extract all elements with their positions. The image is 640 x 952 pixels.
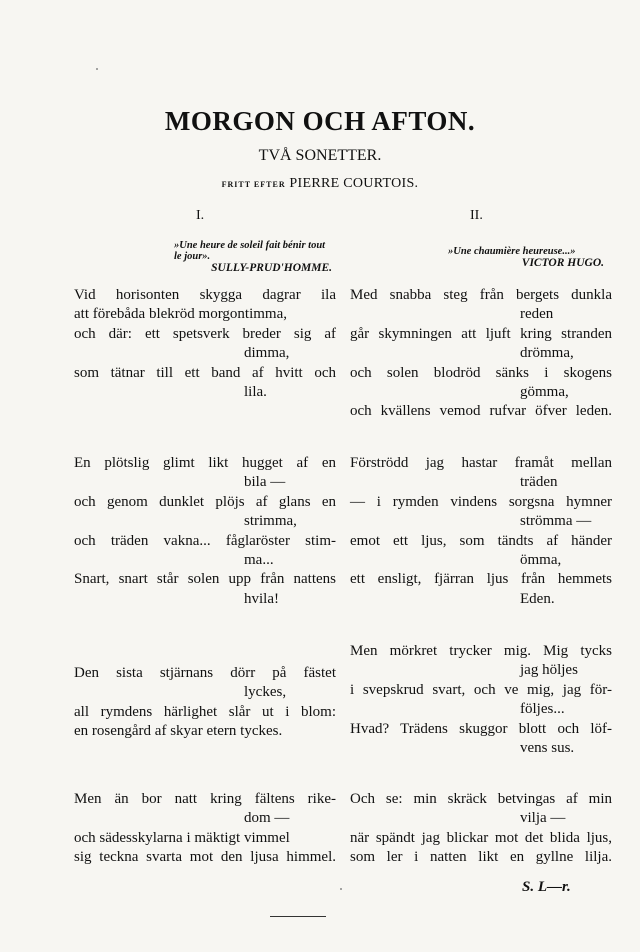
verse-continuation: lila. [244,384,267,401]
verse-continuation: Eden. [520,590,555,607]
verse-line: Med snabba steg från bergets dunkla [350,287,612,303]
verse-continuation: dom — [244,810,290,827]
verse-continuation: gömma, [520,384,569,401]
verse-continuation: följes... [520,701,565,718]
poem-title: MORGON OCH AFTON. [164,106,476,136]
verse-continuation: ömma, [520,552,562,569]
sonnet1-stanza-2 [74,454,336,609]
verse-line: Vid horisonten skygga dagrar ila [74,287,336,303]
sonnet2-stanza-2 [350,454,612,609]
paper-speck [96,68,98,70]
verse-line: Den sista stjärnans dörr på fästet [74,665,336,681]
verse-line: all rymdens härlighet slår ut i blom: [74,703,336,720]
sonnet2-stanza-4 [350,790,612,868]
sonnet1-stanza-4 [74,790,336,868]
verse-line: och där: ett spetsverk breder sig af [74,325,336,342]
verse-continuation: ma... [244,552,274,569]
sonnet2-stanza-3 [350,642,612,758]
verse-line: Snart, snart står solen upp från nattens [74,571,336,588]
verse-line: sig teckna svarta mot den ljusa himmel. [74,849,336,866]
verse-line: när spändt jag blickar mot det blida ljus, [350,829,612,846]
verse-continuation: strimma, [244,513,297,530]
verse-line: Och se: min skräck betvingas af min [350,791,612,807]
sonnet1-epigraph [174,240,332,274]
credit-prefix: FRITT EFTER [221,180,286,189]
verse-line: ett ensligt, fjärran ljus från hemmets [350,571,612,588]
verse-continuation: hvila! [244,590,279,607]
verse-line: att förebåda blekröd morgontimma, [74,306,287,323]
verse-continuation: dimma, [244,345,290,362]
verse-line: Men mörkret trycker mig. Mig tycks [350,643,612,659]
verse-continuation: vilja — [520,810,566,827]
sonnet2-numeral: II. [470,208,483,223]
verse-line: Hvad? Trädens skuggor blott och löf- [350,720,612,737]
verse-continuation: strömma — [520,513,592,530]
verse-line: — i rymden vindens sorgsna hymner [350,493,612,510]
poem-subtitle: TVÅ SONETTER. [258,147,382,164]
verse-line: som ler i natten likt en gyllne lilja. [350,849,612,866]
verse-line: En plötslig glimt likt hugget af en [74,455,336,471]
verse-line: och genom dunklet plöjs af glans en [74,493,336,510]
verse-line: och träden vakna... fåglaröster stim- [74,532,336,549]
verse-line: och solen blodröd sänks i skogens [350,364,612,381]
sonnet2-stanza-1 [350,286,612,422]
verse-line: Förströdd jag hastar framåt mellan [350,455,612,471]
sonnet1-stanza-1 [74,286,336,402]
sonnet1-epigraph-text: »Une heure de soleil fait bénir tout le jour». [174,240,326,262]
verse-line: emot ett ljus, som tändts af händer [350,532,612,549]
paper-speck [340,888,342,890]
verse-continuation: reden [520,306,554,323]
verse-line: och sädesskylarna i mäktigt vimmel [74,829,290,846]
sonnet2-epigraph [448,246,604,269]
verse-continuation: jag höljes [520,662,578,679]
verse-line: som tätnar till ett band af hvitt och [74,364,336,381]
credit-line [0,176,640,192]
sonnet1-numeral: I. [196,208,205,223]
verse-line: och kvällens vemod rufvar öfver leden. [350,403,612,420]
verse-continuation: lyckes, [244,684,287,701]
verse-continuation: träden [520,474,558,491]
sonnet1-epigraph-author: SULLY-PRUD'HOMME. [211,262,332,274]
sonnet2-epigraph-text: »Une chaumière heureuse...» [448,246,576,257]
credit-name: PIERRE COURTOIS. [289,176,419,191]
verse-line: en rosengård af skyar etern tyckes. [74,723,283,740]
verse-continuation: bila — [244,474,286,491]
verse-line: går skymningen att ljuft kring stranden [350,325,612,342]
verse-continuation: vens sus. [520,740,575,757]
verse-line: i svepskrud svart, och ve mig, jag för- [350,681,612,698]
signature: S. L—r. [522,879,571,895]
sonnet1-stanza-3 [74,664,336,742]
sonnet2-epigraph-author: VICTOR HUGO. [521,257,604,269]
closing-rule [270,916,326,917]
verse-line: Men än bor natt kring fältens rike- [74,791,336,807]
verse-continuation: drömma, [520,345,574,362]
